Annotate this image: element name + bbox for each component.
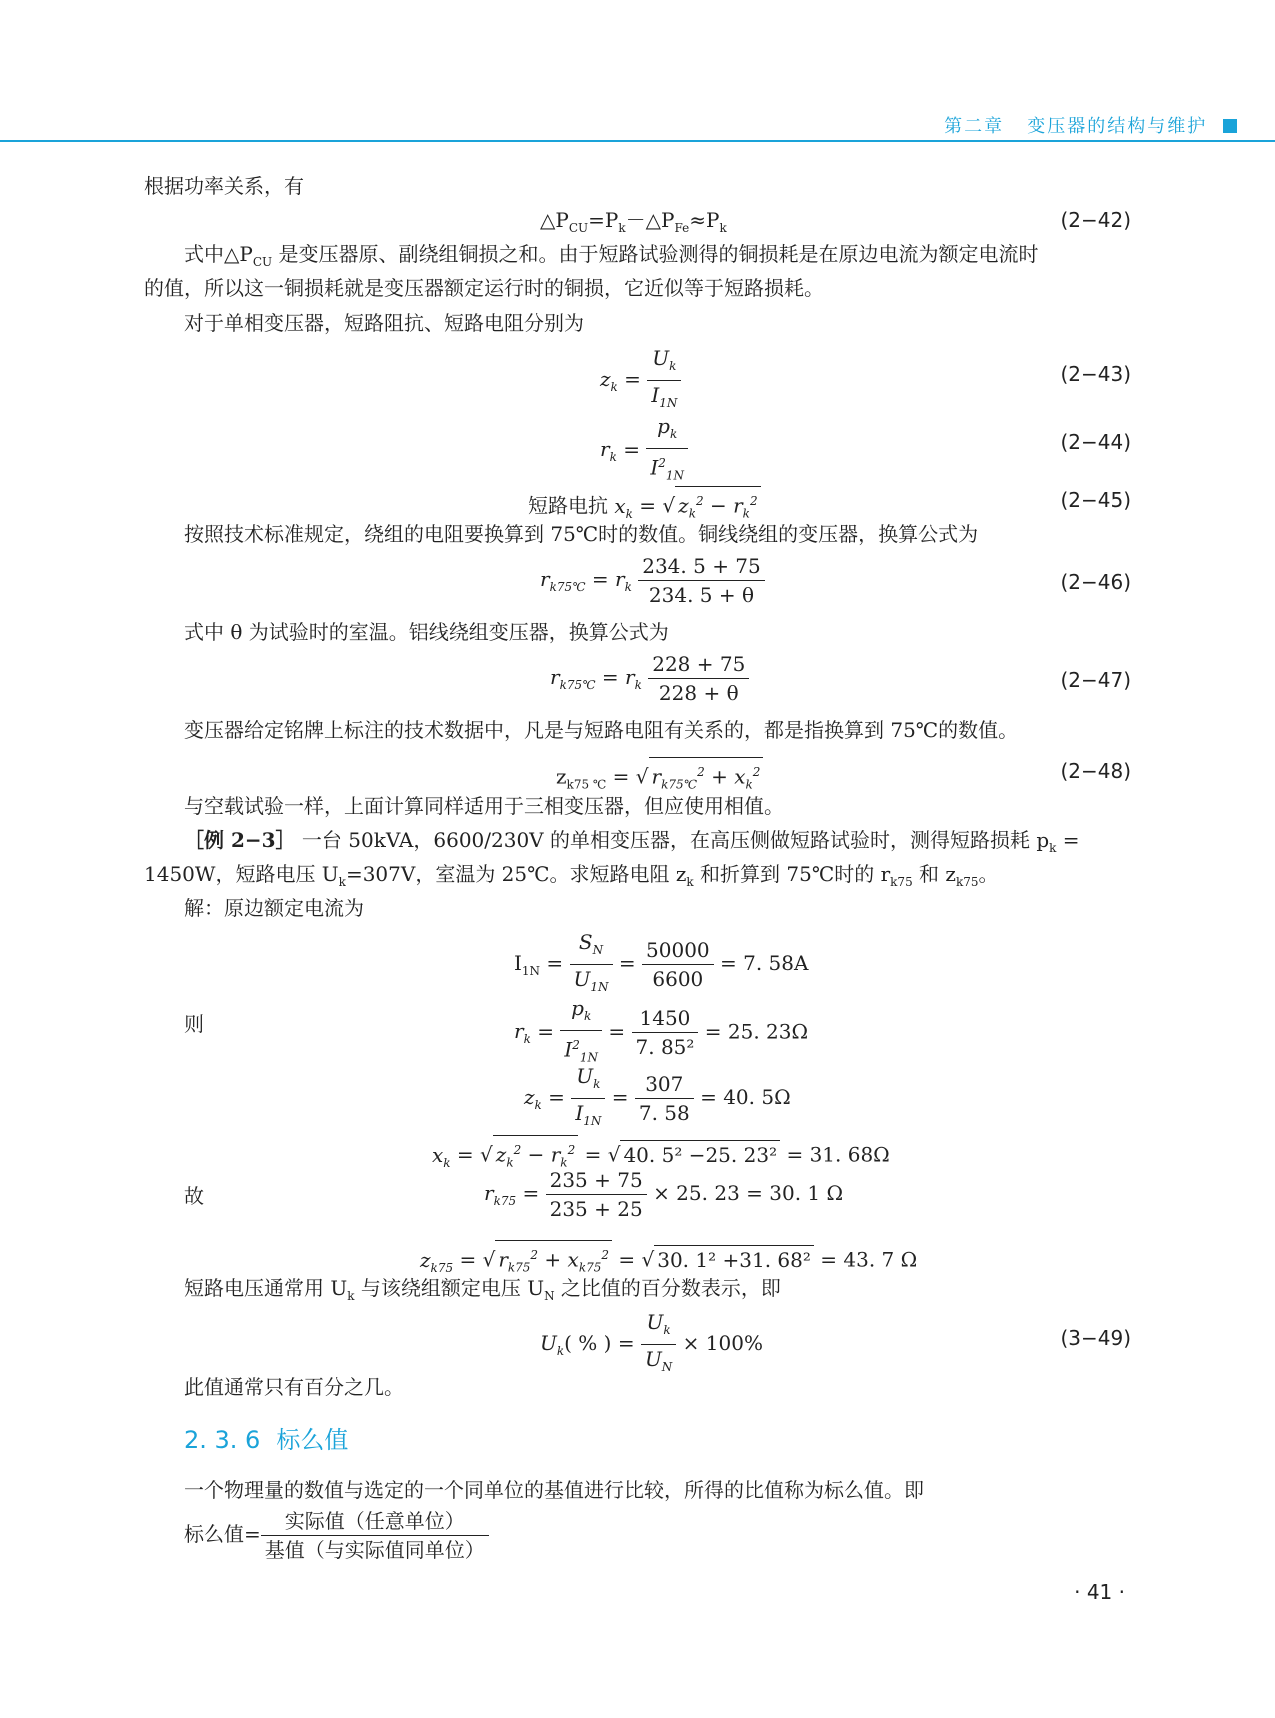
section-number: 2. 3. 6 [184, 1426, 261, 1454]
equation-2-46: $r_{k75℃} = r_k$ $\frac{234. 5 + 75}{234. 5 + \theta}$ [540, 552, 765, 609]
word-therefore: 故 [184, 1184, 204, 1208]
section-title: 标么值 [276, 1426, 349, 1454]
page-number: · 41 · [1074, 1580, 1125, 1604]
header-square-icon [1223, 119, 1237, 133]
calc-zk: $z_k$ = $\frac{U_k}{I_{1N}}$ = $\frac{307}{7. 58}$ = 40. 5Ω [524, 1062, 791, 1135]
chapter-title: 变压器的结构与维护 [1027, 116, 1208, 137]
equation-2-47: $r_{k75℃} = r_k$ $\frac{228 + 75}{228 + \theta}$ [550, 650, 749, 707]
example-line: 1450W，短路电压 $U_k=307V$，室温为 25℃。求短路电阻 $z_k$ 和折算到 75℃时的 $r_{k75}$ 和 $z_{k75}$。 [144, 862, 999, 889]
calc-rk: $r_k$ = $\frac{p_k}{I^2_{1N}}$ = $\frac{1450}{\text{7. 85²}}$ = 25. 23Ω [514, 994, 808, 1072]
equation-number: (2−43) [1060, 362, 1131, 386]
paragraph: 按照技术标准规定，绕组的电阻要换算到 75℃时的数值。铜线绕组的变压器，换算公式为 [184, 522, 979, 546]
equation-number: (2−45) [1060, 488, 1131, 512]
equation-number: (3−49) [1060, 1326, 1131, 1350]
header-rule [0, 140, 1275, 142]
equation-2-42: $\triangle P_{CU}=P_k-\triangle P_{Fe}\approx P_k$ [540, 208, 727, 235]
paragraph: 解：原边额定电流为 [184, 896, 364, 920]
paragraph: 的值，所以这一铜损耗就是变压器额定运行时的铜损，它近似等于短路损耗。 [144, 276, 824, 300]
word-then: 则 [184, 1012, 204, 1036]
example-line: ［例 2−3］ 一台 50kVA，6600/230V 的单相变压器，在高压侧做短路试验时，测得短路损耗 $p_k$ = [184, 828, 1080, 855]
equation-number: (2−46) [1060, 570, 1131, 594]
equation-number: (2−44) [1060, 430, 1131, 454]
paragraph: 式中 θ 为试验时的室温。铝线绕组变压器，换算公式为 [184, 620, 669, 644]
equation-2-44: $r_k$ = $\frac{p_k}{I^2_{1N}}$ [600, 412, 688, 490]
equation-number: (2−48) [1060, 759, 1131, 783]
paragraph: 此值通常只有百分之几。 [184, 1375, 404, 1399]
calc-rk75: $r_{k75}$ = $\frac{235 + 75}{235 + 25}$ × 25. 23 = 30. 1 Ω [484, 1168, 844, 1221]
section-heading [184, 1420, 348, 1455]
paragraph: 式中$\triangle P_{CU}$ 是变压器原、副绕组铜损之和。由于短路试验测得的铜损耗是在原边电流为额定电流时 [184, 242, 1039, 269]
calc-i1n: $I_{1N}$ = $\frac{S_N}{U_{1N}}$ = $\frac{50000}{6600}$ = 7. 58A [514, 928, 808, 1001]
paragraph: 变压器给定铭牌上标注的技术数据中，凡是与短路电阻有关系的，都是指换算到 75℃的数值。 [184, 718, 1019, 742]
equation-2-48: $z_{k75 ℃}$ = √ $r_{k75℃}^2 + x_k^2$ [556, 757, 763, 799]
paragraph: 短路电压通常用 $U_k$ 与该绕组额定电压 $U_N$ 之比值的百分数表示，即 [184, 1276, 781, 1303]
paragraph: 根据功率关系，有 [144, 174, 304, 198]
page-header [0, 104, 1275, 138]
equation-2-45: 短路电抗 $x_k$ = √ $z_k^2 - r_k^2$ [528, 486, 761, 528]
example-label: ［例 2−3］ [184, 828, 296, 852]
paragraph: 与空载试验一样，上面计算同样适用于三相变压器，但应使用相值。 [184, 794, 784, 818]
running-head [944, 112, 1237, 138]
calc-xk: $x_k$ = √ $z_k^2 - r_k^2$ = √ 40. 5² −25. 23² = 31. 68Ω [432, 1135, 890, 1177]
per-unit-definition: 标么值= $\frac{\text{实际值（任意单位）}}{\text{基值（与实际值同单位）}}$ [184, 1507, 489, 1564]
chapter-label: 第二章 [944, 116, 1005, 137]
calc-zk75: $z_{k75}$ = √ $r_{k75}^2 + x_{k75}^2$ = √ 30. 1² +31. 68² = 43. 7 Ω [420, 1240, 917, 1282]
equation-3-49: $U_k$( % ) = $\frac{U_k}{U_N}$ × 100% [540, 1308, 763, 1381]
paragraph: 对于单相变压器，短路阻抗、短路电阻分别为 [184, 311, 584, 335]
equation-number: (2−47) [1060, 668, 1131, 692]
paragraph: 一个物理量的数值与选定的一个同单位的基值进行比较，所得的比值称为标么值。即 [184, 1478, 924, 1502]
equation-number: (2−42) [1060, 208, 1131, 232]
equation-2-43: $z_k$ = $\frac{U_k}{I_{1N}}$ [600, 344, 681, 417]
